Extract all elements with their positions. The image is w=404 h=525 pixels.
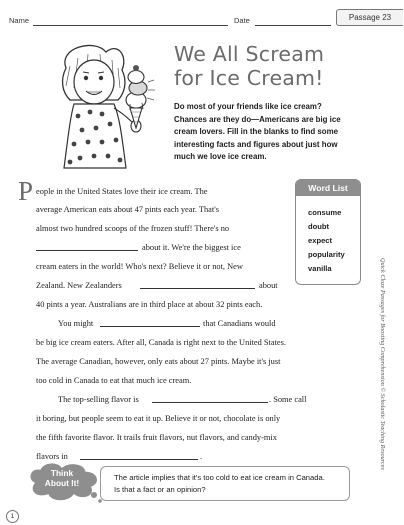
- passage-line: average American eats about 47 pints each year. That's: [36, 205, 219, 214]
- passage-line: You might: [58, 319, 94, 328]
- intro-line: interesting facts and figures about just how: [174, 139, 338, 149]
- think-label-line: About It!: [44, 477, 80, 488]
- think-question-line: The article implies that it's too cold to eat ice cream in Canada.: [114, 473, 325, 482]
- passage-line: about: [259, 281, 278, 290]
- passage-line: The top-selling flavor is: [58, 395, 139, 404]
- intro-line: Do most of your friends like ice cream?: [174, 102, 322, 111]
- word-list-box: [295, 179, 361, 285]
- date-line[interactable]: [255, 25, 331, 26]
- word-list-item: expect: [308, 236, 333, 245]
- blank-3[interactable]: [100, 326, 200, 327]
- intro-line: cream lovers. Fill in the blanks to find some: [174, 127, 338, 136]
- think-label: [36, 469, 88, 488]
- word-list-item: vanilla: [308, 264, 332, 273]
- title-line-2: for Ice Cream!: [174, 66, 324, 90]
- think-label-line: Think: [50, 468, 74, 478]
- passage-tab: Passage 23: [336, 9, 403, 26]
- page-number: 1: [6, 510, 19, 523]
- date-label: Date: [234, 16, 250, 25]
- blank-2[interactable]: [140, 288, 255, 289]
- name-label: Name: [9, 16, 30, 25]
- passage-line: . Some call: [269, 395, 307, 404]
- passage-line: that Canadians would: [203, 319, 276, 328]
- drop-cap: P: [18, 176, 34, 206]
- passage-line: flavors in: [36, 452, 68, 461]
- passage-line: cream eaters in the world! Who's next? Believe it or not, New: [36, 262, 243, 271]
- think-question-line: Is that a fact or an opinion?: [114, 485, 206, 494]
- word-list-item: popularity: [308, 250, 345, 259]
- girl-ice-cream-illustration: [44, 38, 172, 178]
- name-line[interactable]: [33, 25, 228, 26]
- passage-line: 40 pints a year. Australians are in third place at about 32 pints each.: [36, 300, 263, 309]
- intro-paragraph: [174, 101, 400, 164]
- passage-line: the fifth favorite flavor. It trails fruit flavors, nut flavors, and candy-mix: [36, 433, 277, 442]
- page-title: [174, 42, 402, 90]
- passage-line: Zealand. New Zealanders: [36, 281, 122, 290]
- passage-line: about it. We're the biggest ice: [142, 243, 241, 252]
- think-question-box: [100, 466, 350, 501]
- passage-line: The average Canadian, however, only eats about 27 pints. Maybe it's just: [36, 357, 281, 366]
- title-line-1: We All Scream: [174, 42, 325, 66]
- passage-line: it boring, but people seem to eat it up. Believe it or not, chocolate is only: [36, 414, 281, 423]
- passage-line: eople in the United States love their ice cream. The: [36, 187, 208, 196]
- word-list-item: consume: [308, 208, 342, 217]
- blank-1[interactable]: [36, 250, 138, 251]
- intro-line: Chances are they do—Americans are big ice: [174, 114, 341, 124]
- blank-5[interactable]: [80, 459, 198, 460]
- intro-line: much we love ice cream.: [174, 152, 267, 161]
- blank-4[interactable]: [152, 402, 268, 403]
- passage-line: too cold in Canada to eat that much ice cream.: [36, 376, 192, 385]
- passage-line: almost two hundred scoops of the frozen stuff! There's no: [36, 224, 230, 233]
- side-credit-text: Quick Cloze Passages for Boosting Comprehension © Scholastic Teaching Resources: [379, 258, 386, 470]
- passage-line: be big ice cream eaters. After all, Canada is right next to the United States.: [36, 338, 287, 347]
- word-list-item: doubt: [308, 222, 330, 231]
- passage-line: .: [200, 452, 203, 461]
- word-list-title: Word List: [296, 180, 360, 196]
